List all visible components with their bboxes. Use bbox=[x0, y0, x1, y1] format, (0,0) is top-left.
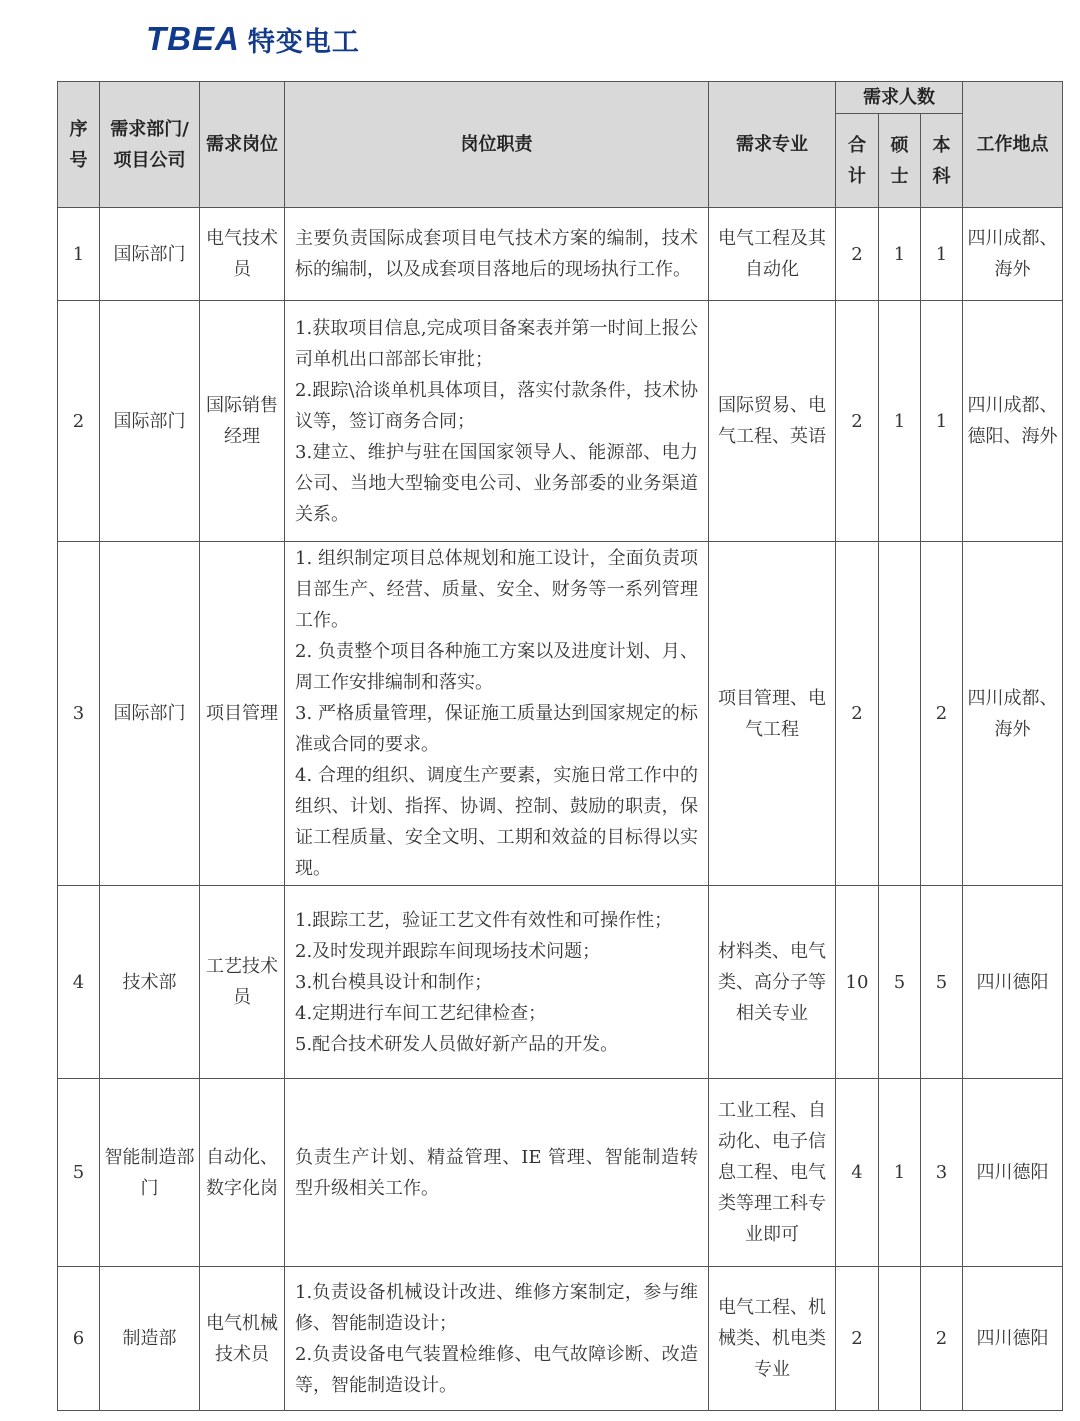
cell-no: 3 bbox=[58, 542, 100, 886]
cell-total: 2 bbox=[836, 1267, 879, 1411]
cell-duty bbox=[285, 886, 709, 1079]
duty-item: 2. 负责整个项目各种施工方案以及进度计划、月、周工作安排编制和落实。 bbox=[295, 641, 698, 693]
cell-post: 项目管理 bbox=[200, 542, 285, 886]
cell-post: 电气技术员 bbox=[200, 208, 285, 301]
cell-duty bbox=[285, 1267, 709, 1411]
cell-master: 5 bbox=[879, 886, 921, 1079]
duty-item: 3. 严格质量管理，保证施工质量达到国家规定的标准或合同的要求。 bbox=[295, 703, 698, 755]
duty-item: 2.跟踪\洽谈单机具体项目，落实付款条件，技术协议等，签订商务合同； bbox=[295, 379, 698, 432]
cell-location: 四川德阳 bbox=[963, 886, 1063, 1079]
duty-item: 负责生产计划、精益管理、IE 管理、智能制造转型升级相关工作。 bbox=[295, 1146, 698, 1199]
cell-master: 1 bbox=[879, 208, 921, 301]
logo-en: TBEA bbox=[146, 20, 240, 57]
cell-bachelor: 3 bbox=[921, 1079, 963, 1267]
table-row bbox=[58, 542, 1063, 886]
cell-bachelor: 1 bbox=[921, 301, 963, 542]
cell-major: 项目管理、电气工程 bbox=[709, 542, 836, 886]
cell-location: 四川成都、海外 bbox=[963, 542, 1063, 886]
cell-total: 2 bbox=[836, 208, 879, 301]
cell-duty bbox=[285, 301, 709, 542]
header-no: 序号 bbox=[58, 82, 100, 208]
cell-no: 4 bbox=[58, 886, 100, 1079]
duty-item: 1.获取项目信息,完成项目备案表并第一时间上报公司单机出口部部长审批； bbox=[295, 317, 698, 370]
cell-no: 5 bbox=[58, 1079, 100, 1267]
duty-item: 1. 组织制定项目总体规划和施工设计，全面负责项目部生产、经营、质量、安全、财务等一系列管理工作。 bbox=[295, 548, 698, 631]
cell-master: 1 bbox=[879, 301, 921, 542]
cell-post: 工艺技术员 bbox=[200, 886, 285, 1079]
cell-bachelor: 5 bbox=[921, 886, 963, 1079]
header-dept: 需求部门/项目公司 bbox=[100, 82, 200, 208]
cell-dept: 国际部门 bbox=[100, 208, 200, 301]
header-location: 工作地点 bbox=[963, 82, 1063, 208]
duty-item: 4. 合理的组织、调度生产要素，实施日常工作中的组织、计划、指挥、协调、控制、鼓励的职责，保证工程质量、安全文明、工期和效益的目标得以实现。 bbox=[295, 765, 698, 879]
table-row bbox=[58, 1267, 1063, 1411]
duty-item: 2.负责设备电气装置检维修、电气故障诊断、改造等，智能制造设计。 bbox=[295, 1343, 698, 1396]
duty-item: 1.负责设备机械设计改进、维修方案制定，参与维修、智能制造设计； bbox=[295, 1281, 698, 1334]
cell-master bbox=[879, 1267, 921, 1411]
cell-duty bbox=[285, 1079, 709, 1267]
duty-item: 2.及时发现并跟踪车间现场技术问题； bbox=[295, 940, 601, 962]
company-logo bbox=[146, 22, 360, 56]
cell-no: 2 bbox=[58, 301, 100, 542]
cell-major: 材料类、电气类、高分子等相关专业 bbox=[709, 886, 836, 1079]
duty-item: 5.配合技术研发人员做好新产品的开发。 bbox=[295, 1033, 619, 1055]
cell-post: 自动化、数字化岗 bbox=[200, 1079, 285, 1267]
cell-location: 四川德阳 bbox=[963, 1267, 1063, 1411]
header-count: 需求人数 bbox=[836, 82, 963, 114]
cell-total: 4 bbox=[836, 1079, 879, 1267]
recruitment-table bbox=[57, 81, 1063, 1411]
cell-location: 四川成都、德阳、海外 bbox=[963, 301, 1063, 542]
cell-bachelor: 2 bbox=[921, 1267, 963, 1411]
header-duty: 岗位职责 bbox=[285, 82, 709, 208]
cell-location: 四川德阳 bbox=[963, 1079, 1063, 1267]
cell-dept: 制造部 bbox=[100, 1267, 200, 1411]
cell-master bbox=[879, 542, 921, 886]
cell-no: 6 bbox=[58, 1267, 100, 1411]
cell-dept: 国际部门 bbox=[100, 542, 200, 886]
header-total: 合计 bbox=[836, 114, 879, 208]
header-major: 需求专业 bbox=[709, 82, 836, 208]
cell-bachelor: 2 bbox=[921, 542, 963, 886]
duty-item: 3.建立、维护与驻在国国家领导人、能源部、电力公司、当地大型输变电公司、业务部委的业务渠道关系。 bbox=[295, 441, 698, 525]
duty-item: 4.定期进行车间工艺纪律检查； bbox=[295, 1002, 547, 1024]
cell-location: 四川成都、海外 bbox=[963, 208, 1063, 301]
cell-duty bbox=[285, 542, 709, 886]
cell-total: 2 bbox=[836, 542, 879, 886]
cell-post: 电气机械技术员 bbox=[200, 1267, 285, 1411]
table-row bbox=[58, 886, 1063, 1079]
logo-cn: 特变电工 bbox=[247, 26, 360, 58]
cell-major: 电气工程、机械类、机电类专业 bbox=[709, 1267, 836, 1411]
cell-major: 工业工程、自动化、电子信息工程、电气类等理工科专业即可 bbox=[709, 1079, 836, 1267]
header-post: 需求岗位 bbox=[200, 82, 285, 208]
cell-total: 10 bbox=[836, 886, 879, 1079]
cell-dept: 技术部 bbox=[100, 886, 200, 1079]
cell-bachelor: 1 bbox=[921, 208, 963, 301]
cell-duty bbox=[285, 208, 709, 301]
cell-major: 国际贸易、电气工程、英语 bbox=[709, 301, 836, 542]
cell-dept: 智能制造部门 bbox=[100, 1079, 200, 1267]
cell-total: 2 bbox=[836, 301, 879, 542]
cell-master: 1 bbox=[879, 1079, 921, 1267]
duty-item: 3.机台模具设计和制作； bbox=[295, 971, 493, 993]
cell-dept: 国际部门 bbox=[100, 301, 200, 542]
header-master: 硕士 bbox=[879, 114, 921, 208]
table-row bbox=[58, 208, 1063, 301]
header-bachelor: 本科 bbox=[921, 114, 963, 208]
duty-item: 主要负责国际成套项目电气技术方案的编制，技术标的编制，以及成套项目落地后的现场执行工作。 bbox=[295, 228, 698, 280]
table-row bbox=[58, 1079, 1063, 1267]
table-row bbox=[58, 301, 1063, 542]
cell-post: 国际销售经理 bbox=[200, 301, 285, 542]
cell-major: 电气工程及其自动化 bbox=[709, 208, 836, 301]
cell-no: 1 bbox=[58, 208, 100, 301]
duty-item: 1.跟踪工艺，验证工艺文件有效性和可操作性； bbox=[295, 909, 673, 931]
